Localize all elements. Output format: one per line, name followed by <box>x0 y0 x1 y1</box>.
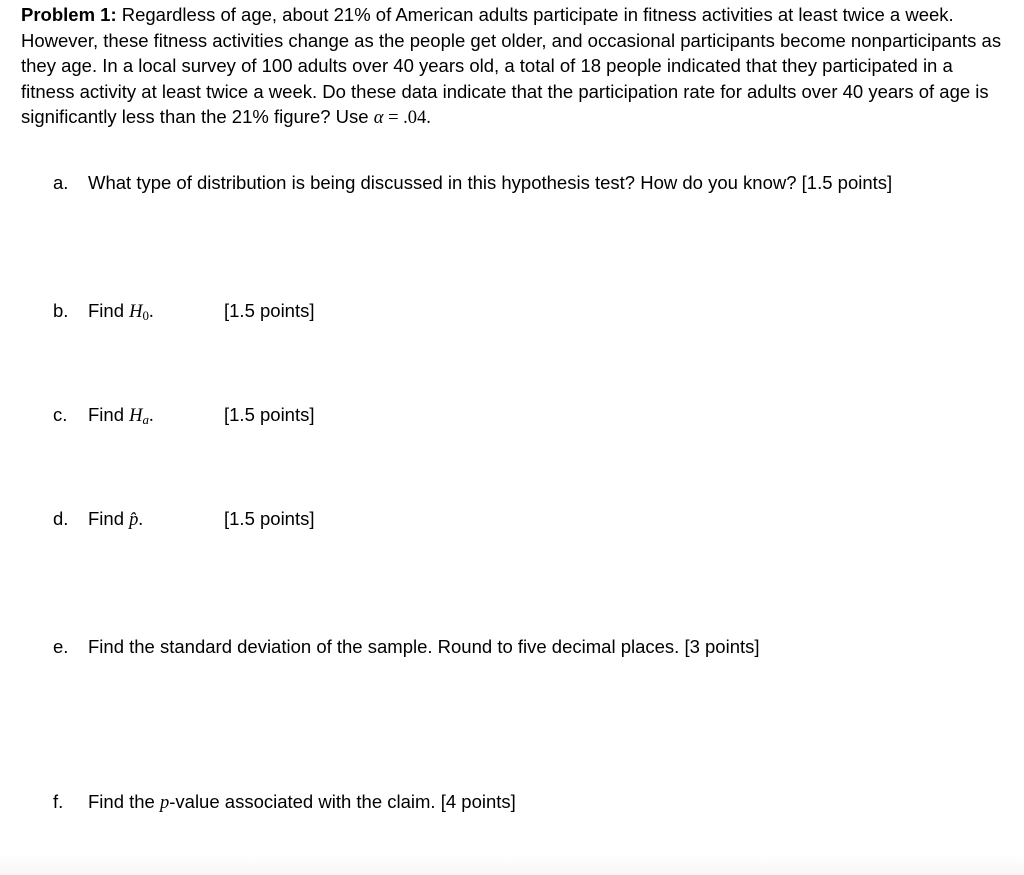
question-c-end: . <box>148 406 154 426</box>
question-c-text: Find <box>88 404 130 425</box>
question-e-letter: e. <box>53 636 69 657</box>
question-d-letter: d. <box>53 508 69 529</box>
h0-subscript: 0 <box>142 308 149 324</box>
alpha-symbol: α <box>373 108 384 128</box>
question-e <box>53 635 760 659</box>
question-a <box>53 171 892 195</box>
question-a-letter: a. <box>53 172 69 193</box>
question-c-points: [1.5 points] <box>224 404 315 425</box>
question-d-text: Find <box>88 508 130 529</box>
question-b-text: Find <box>88 300 130 321</box>
bottom-edge-shade <box>0 855 1024 875</box>
problem-text: Regardless of age, about 21% of American adults participate in fitness activities at least twice a week. However, these fitness activities change as the people get older, and occasional participants become nonparticipants as they age. In a local survey of 100 adults over 40 years old, a total of 18 people indicated that they participated in a fitness activity at least twice a week. Do these data indicate that the participation rate for adults over 40 years of age is significantly less than the 21% figure? Use <box>21 4 1002 127</box>
question-b-letter: b. <box>53 300 69 321</box>
problem-end: . <box>426 108 431 128</box>
ha-symbol: H <box>129 406 143 426</box>
question-c <box>53 403 315 428</box>
question-d-points: [1.5 points] <box>224 508 315 529</box>
question-c-letter: c. <box>53 404 68 425</box>
p-symbol: p <box>160 793 170 813</box>
alpha-value: .04 <box>403 108 427 128</box>
question-f-letter: f. <box>53 791 64 812</box>
p-hat-symbol: p̂ <box>129 510 139 530</box>
question-d-end: . <box>138 510 144 530</box>
question-f <box>53 790 516 815</box>
problem-statement <box>21 2 1011 132</box>
question-f-text: Find the <box>88 791 160 812</box>
question-b <box>53 299 315 324</box>
question-b-end: . <box>148 302 154 322</box>
ha-subscript: a <box>142 412 149 428</box>
question-a-text: What type of distribution is being discussed in this hypothesis test? How do you know? [1.5 points] <box>88 172 893 193</box>
alpha-equals: = <box>383 108 404 128</box>
question-b-points: [1.5 points] <box>224 300 315 321</box>
problem-label: Problem 1: <box>21 4 117 25</box>
question-e-text: Find the standard deviation of the sample. Round to five decimal places. [3 points] <box>88 636 760 657</box>
question-d <box>53 507 315 532</box>
question-f-text2: -value associated with the claim. [4 points] <box>169 791 516 812</box>
h0-symbol: H <box>129 302 143 322</box>
